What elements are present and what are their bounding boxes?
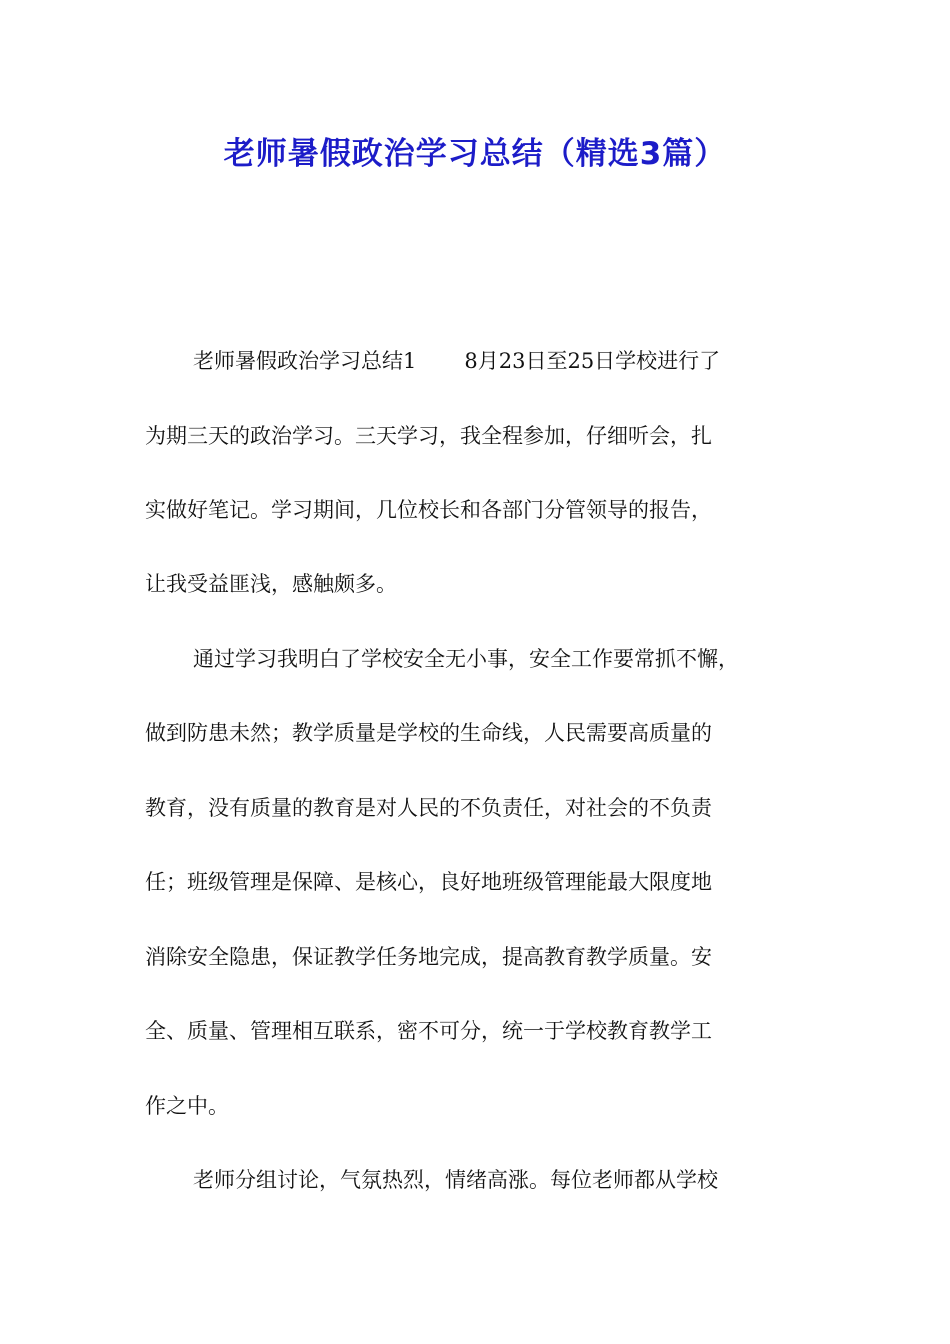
paragraph-2-line-2: 做到防患未然；教学质量是学校的生命线，人民需要高质量的 <box>145 721 712 745</box>
paragraph-1-line-2: 为期三天的政治学习。三天学习，我全程参加，仔细听会，扎 <box>145 424 712 448</box>
paragraph-2-line-1: 通过学习我明白了学校安全无小事，安全工作要常抓不懈， <box>193 647 739 671</box>
section-heading: 老师暑假政治学习总结1 <box>193 349 417 373</box>
paragraph-2-line-6: 全、质量、管理相互联系，密不可分，统一于学校教育教学工 <box>145 1019 712 1043</box>
paragraph-1-line-1 <box>193 346 825 376</box>
paragraph-2-line-3: 教育，没有质量的教育是对人民的不负责任，对社会的不负责 <box>145 796 712 820</box>
paragraph-2-line-5: 消除安全隐患，保证教学任务地完成，提高教育教学质量。安 <box>145 945 712 969</box>
document-title: 老师暑假政治学习总结（精选3篇） <box>223 136 727 172</box>
paragraph-3-line-1: 老师分组讨论，气氛热烈，情绪高涨。每位老师都从学校 <box>193 1168 718 1192</box>
paragraph-1-line-3: 实做好笔记。学习期间，几位校长和各部门分管领导的报告， <box>145 498 712 522</box>
paragraph-1-line-4: 让我受益匪浅，感触颇多。 <box>145 572 397 596</box>
paragraph-2-line-4: 任；班级管理是保障、是核心，良好地班级管理能最大限度地 <box>145 870 712 894</box>
paragraph-1-text: 8月23日至25日学校进行了 <box>464 349 721 373</box>
paragraph-2-line-7: 作之中。 <box>145 1094 229 1118</box>
